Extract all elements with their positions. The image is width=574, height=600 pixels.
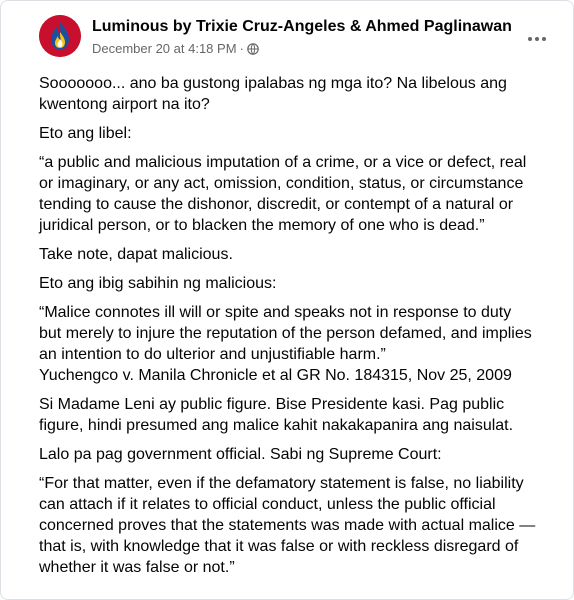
text-line: Eto ang libel: — [39, 125, 132, 142]
text-line: but merely to injure the reputation of the person defamed, and implies — [39, 325, 532, 342]
text-line: can attach if it relates to official conduct, unless the public official — [39, 496, 496, 513]
page-logo-flame-icon — [39, 15, 81, 57]
text-line: “a public and malicious imputation of a crime, or a vice or defect, real — [39, 154, 527, 171]
post-paragraph-2 — [39, 123, 559, 144]
page-name-link[interactable]: Luminous by Trixie Cruz-Angeles & Ahmed Paglinawan — [92, 18, 512, 35]
text-line: juridical person, or to blacken the memory of one who is dead.” — [39, 217, 485, 234]
text-line: Eto ang ibig sabihin ng malicious: — [39, 275, 277, 292]
text-line: tending to cause the dishonor, discredit, or contempt of a natural or — [39, 196, 514, 213]
text-line: an intention to do ulterior and unjustifiable harm.” — [39, 346, 386, 363]
text-line: concerned proves that the statements was made with actual malice — — [39, 517, 536, 534]
text-line: that is, with knowledge that it was false or with reckless disregard of — [39, 538, 519, 555]
text-line: Take note, dapat malicious. — [39, 246, 233, 263]
text-line: “Malice connotes ill will or spite and speaks not in response to duty — [39, 304, 512, 321]
post-paragraph-7 — [39, 394, 559, 436]
post-paragraph-8 — [39, 444, 559, 465]
text-line: “For that matter, even if the defamatory statement is false, no liability — [39, 475, 524, 492]
text-line: whether it was false or not.” — [39, 559, 235, 576]
text-line: figure, hindi presumed ang malice kahit nakakapanira ang naisulat. — [39, 417, 514, 434]
meta-separator: · — [239, 41, 244, 56]
post-paragraph-1 — [39, 73, 559, 115]
post-paragraph-6 — [39, 302, 559, 386]
post-paragraph-4 — [39, 244, 559, 265]
text-line: Sooooooo... ano ba gustong ipalabas ng mga ito? Na libelous ang — [39, 75, 507, 92]
text-line: Lalo pa pag government official. Sabi ng Supreme Court: — [39, 446, 442, 463]
more-options-icon — [528, 37, 546, 41]
text-line: Si Madame Leni ay public figure. Bise Presidente kasi. Pag public — [39, 396, 505, 413]
post-paragraph-9 — [39, 473, 559, 578]
post-meta — [92, 41, 259, 57]
post-paragraph-5 — [39, 273, 559, 294]
globe-icon[interactable] — [247, 43, 259, 55]
page-avatar[interactable] — [39, 15, 81, 57]
post-header — [1, 1, 574, 71]
text-line: or imaginary, or any act, omission, condition, status, or circumstance — [39, 175, 524, 192]
more-options-button[interactable] — [519, 21, 555, 57]
citation-line: Yuchengco v. Manila Chronicle et al GR No. 184315, Nov 25, 2009 — [39, 367, 512, 384]
post-body — [39, 73, 559, 578]
post-paragraph-3 — [39, 152, 559, 236]
text-line: kwentong airport na ito? — [39, 96, 210, 113]
post-timestamp[interactable]: December 20 at 4:18 PM — [92, 41, 237, 56]
